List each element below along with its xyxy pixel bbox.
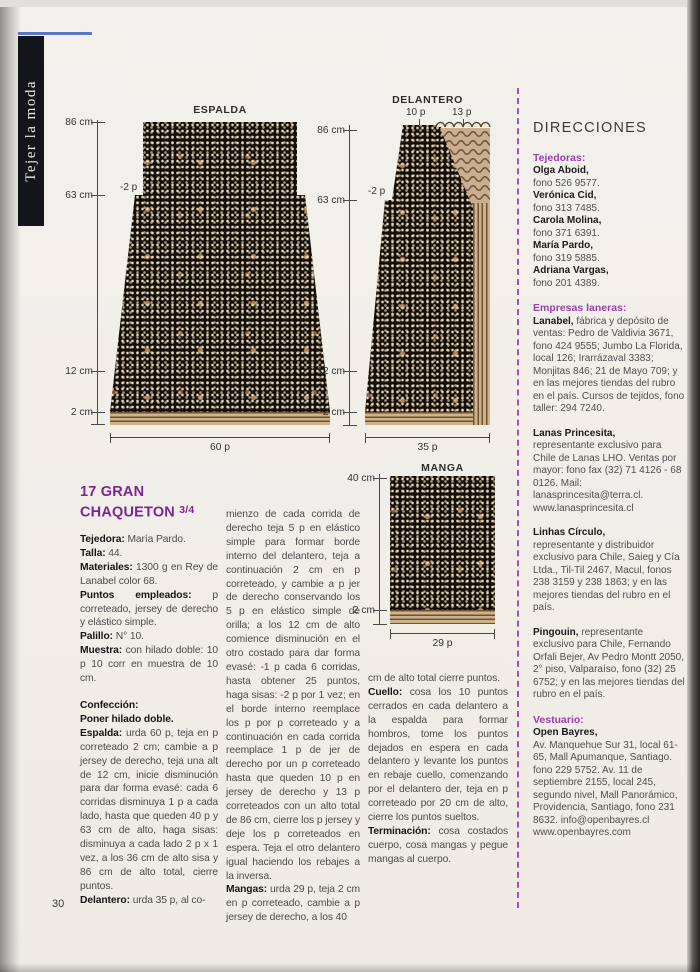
espalda-measure-axis bbox=[65, 117, 98, 425]
paragraph-text: cosa los 10 puntos cerrados en cada delantero a la espalda para formar hombros, tome los puntos dejados en espera en cada delantero y levante los puntos en rebaje cuello, comenzando por el delantero der, teja en p correteado por 20 cm de alto, cierre los puntos sueltos. bbox=[368, 686, 508, 824]
entry-phone: fono 319 5885. bbox=[533, 252, 600, 264]
paragraph bbox=[80, 547, 218, 561]
delantero-width-label: 35 p bbox=[417, 442, 438, 453]
entry-text: representante exclusivo para Chile, Fernando Orfali Bejer, Av Pedro Montt 2050, 2° piso, Valparaíso, fono (32) 25 6752; y en las mejores tiendas del rubro en el país. bbox=[533, 626, 685, 700]
tick-mark bbox=[91, 122, 105, 123]
company-entry bbox=[533, 727, 685, 840]
company-entry bbox=[533, 527, 685, 615]
company-entry bbox=[533, 627, 685, 702]
axis-tick-label: 12 cm bbox=[65, 366, 93, 378]
tick-mark bbox=[343, 130, 357, 131]
paragraph-text: urda 29 p, teja 2 cm en p correteado, cambie a p jersey de derecho, a los 40 bbox=[226, 884, 360, 924]
paragraph bbox=[226, 508, 360, 883]
blue-accent-line bbox=[18, 32, 92, 35]
company-entry bbox=[533, 428, 685, 516]
article-column-1 bbox=[80, 533, 218, 908]
section-tab bbox=[18, 36, 44, 226]
section-tab-label: Tejer la moda bbox=[22, 80, 39, 182]
axis-tick-label: 2 cm bbox=[352, 605, 375, 617]
tejedora-entry bbox=[533, 190, 685, 215]
paragraph bbox=[80, 713, 218, 727]
article-title-line2: CHAQUETON bbox=[80, 504, 175, 520]
section-header-tejedoras: Tejedoras: bbox=[533, 151, 586, 164]
delantero-stitch-label-13p: 13 p bbox=[452, 107, 472, 118]
tick-mark bbox=[91, 424, 105, 425]
axis-tick-label: 63 cm bbox=[317, 195, 345, 207]
paragraph bbox=[80, 644, 218, 686]
paragraph-label: Mangas: bbox=[226, 884, 268, 896]
tick-mark bbox=[91, 371, 105, 372]
paragraph-label: Muestra: bbox=[80, 645, 123, 657]
tick-mark bbox=[91, 412, 105, 413]
entry-phone: fono 313 7485. bbox=[533, 202, 600, 214]
tick-mark bbox=[373, 610, 387, 611]
diagram-title-manga: MANGA bbox=[421, 462, 464, 474]
tick-mark bbox=[419, 119, 420, 125]
paragraph-text: mienzo de cada corrida de derecho teja 5 p en elástico simple para formar borde interno del delantero, teja a continuación 2 cm en p correteado, y cambie a p jer de derecho conservando los 5 p en elástico simple de orilla; a los 12 cm de alto comience disminución en el otro costado para dar forma evasé: -1 p cada 6 corridas, hasta obtener 25 puntos, haga sisas: -2 p por 1 vez; en el borde interno reemplace los p por p correteado y a continuación en cada corrida reemplace 1 p de jer de derecho por un p correteado hasta que queden 10 p en jersey de derecho y 13 p correteados con un alto total de 86 cm, cierre los p jersey y deje los p correteados en espera. Teja el otro delantero igual haciendo los rebajes a la inversa. bbox=[226, 509, 360, 882]
entry-name: Open Bayres, bbox=[533, 727, 598, 738]
article-title-line1: 17 GRAN bbox=[80, 484, 145, 500]
paragraph-text: 1300 g en Rey de Lanabel color 68. bbox=[80, 561, 218, 587]
company-entry bbox=[533, 316, 685, 416]
axis-tick-label: 12 cm bbox=[317, 366, 345, 378]
paragraph bbox=[80, 699, 218, 713]
delantero-hem-rib bbox=[365, 412, 473, 425]
manga-piece bbox=[390, 476, 495, 610]
paragraph bbox=[80, 533, 218, 547]
paragraph-text: María Pardo. bbox=[127, 534, 186, 545]
axis-tick-label: 86 cm bbox=[65, 117, 93, 129]
paragraph-text: urda 60 p, teja en p correteado 2 cm; cambie a p jersey de derecho, teja una alt de 12 cm, inicie disminución para dar forma evasé: cada 6 corridas disminuya 1 p a cada lado, hasta que queden 40 p y 63 cm de alto, haga sisas: disminuya a cada lado 2 p x 1 vez, a los 36 cm de alto sisa y 86 cm de alto total, cierre puntos. bbox=[80, 727, 218, 892]
tejedora-entry bbox=[533, 165, 685, 190]
entry-name: Carola Molina, bbox=[533, 215, 602, 226]
entry-text: Av. Manquehue Sur 31, local 61-65, Mall Apumanque, Santiago. fono 229 5752. Av. 11 de septiembre 2155, local 245, segundo nivel, Mall Panorámico, Providencia, Santiago, fono 231 8632. info@openbayres.cl www.openbayres.com bbox=[533, 739, 678, 838]
tick-mark bbox=[373, 478, 387, 479]
scan-edge-left bbox=[0, 0, 20, 972]
paragraph bbox=[80, 727, 218, 894]
paragraph-label: Espalda: bbox=[80, 727, 123, 739]
entry-name: Olga Aboid, bbox=[533, 165, 589, 176]
entry-name: Lanas Princesita, bbox=[533, 427, 616, 439]
page-number: 30 bbox=[52, 898, 65, 910]
diagram-title-delantero: DELANTERO bbox=[392, 94, 463, 106]
paragraph-label: Terminación: bbox=[368, 825, 431, 837]
entry-name: Lanabel, bbox=[533, 315, 574, 327]
manga-hem-rib bbox=[390, 610, 495, 624]
axis-tick-label: 2 cm bbox=[70, 407, 93, 419]
scan-edge-right bbox=[687, 0, 700, 972]
paragraph bbox=[368, 672, 508, 686]
diagram-title-espalda: ESPALDA bbox=[193, 104, 247, 116]
espalda-piece bbox=[110, 122, 330, 412]
paragraph-label: Confección: bbox=[80, 699, 139, 711]
paragraph bbox=[80, 894, 218, 908]
paragraph-label: Talla: bbox=[80, 547, 106, 559]
entry-text: fábrica y depósito de ventas: Pedro de Valdivia 3671, fono 424 9555; Jumbo La Florida, local 126; Irarrázaval 3383; Monjitas 846; 21 de Mayo 709; y en las mejores tiendas del rubro en el país. Cursos de tejidos, fono taller: 294 7240. bbox=[533, 315, 685, 414]
tejedora-entry bbox=[533, 265, 685, 290]
paragraph-label: Puntos empleados: bbox=[80, 589, 192, 601]
paragraph-label: Poner hilado doble. bbox=[80, 713, 174, 725]
tick-mark bbox=[343, 412, 357, 413]
paragraph bbox=[80, 589, 218, 631]
tick-mark bbox=[373, 624, 387, 625]
tick-mark bbox=[343, 425, 357, 426]
section-header-empresas: Empresas laneras: bbox=[533, 302, 627, 314]
espalda-width-label: 60 p bbox=[209, 442, 231, 453]
entry-text: representante exclusivo para Chile de Lanas LHO. Ventas por mayor: fono fax (32) 71 4126 - 68 0126. Mail: lanasprincesita@terra.cl. www.lanasprincesita.cl bbox=[533, 440, 682, 514]
tejedoras-list bbox=[533, 165, 685, 290]
manga-measure-axis bbox=[347, 473, 380, 624]
entry-name: Adriana Vargas, bbox=[533, 265, 609, 276]
scan-edge-bottom bbox=[0, 963, 700, 972]
entry-name: Linhas Círculo, bbox=[533, 527, 606, 538]
paragraph-label: Materiales: bbox=[80, 561, 133, 573]
paragraph bbox=[80, 630, 218, 644]
paragraph-label: Tejedora: bbox=[80, 534, 125, 545]
paragraph-text: p correteado, jersey de derecho y elástico simple. bbox=[80, 589, 218, 629]
delantero-decrease-label: -2 p bbox=[368, 186, 386, 197]
article-column-3 bbox=[368, 672, 508, 867]
tick-mark bbox=[91, 195, 105, 196]
manga-width-label: 29 p bbox=[432, 638, 453, 649]
delantero-width-arrow bbox=[365, 437, 490, 453]
paragraph-label: Palillo: bbox=[80, 631, 113, 643]
axis-tick-label: 86 cm bbox=[317, 125, 345, 137]
entry-text: representante y distribuidor exclusivo para Chile, Saieg y Cía Ltda., Til-Til 2467, Macul, fonos 238 3159 y 238 1863; y en las mejores tiendas del rubro en el país. bbox=[533, 539, 680, 613]
paragraph-text: N° 10. bbox=[115, 631, 144, 643]
front-band-rib bbox=[473, 203, 490, 425]
paragraph-text: cosa costados cuerpo, cosa mangas y pegue mangas al cuerpo. bbox=[368, 825, 508, 865]
paragraph-text: cm de alto total cierre puntos. bbox=[368, 673, 500, 684]
delantero-stitch-label-10p: 10 p bbox=[406, 107, 426, 118]
tejedora-entry bbox=[533, 240, 685, 265]
axis-tick-label: 63 cm bbox=[65, 190, 93, 202]
paragraph bbox=[368, 686, 508, 825]
entry-phone: fono 526 9577. bbox=[533, 177, 600, 189]
manga-width-arrow bbox=[390, 633, 495, 649]
paragraph-text: urda 35 p, al co- bbox=[132, 894, 206, 906]
directory-column bbox=[533, 122, 685, 852]
section-header-vestuario: Vestuario: bbox=[533, 713, 584, 726]
scan-edge-top bbox=[0, 0, 700, 7]
entry-name: María Pardo, bbox=[533, 240, 594, 251]
collar-scallop-edge bbox=[435, 112, 491, 128]
tick-mark bbox=[343, 371, 357, 372]
paragraph-label: Delantero: bbox=[80, 894, 130, 906]
paragraph-text: 44. bbox=[108, 547, 123, 559]
paragraph bbox=[80, 561, 218, 589]
axis-tick-label: 40 cm bbox=[347, 473, 375, 485]
directory-heading: DIRECCIONES bbox=[533, 120, 647, 136]
delantero-measure-axis bbox=[317, 125, 350, 425]
tick-mark bbox=[343, 200, 357, 201]
article-title-fraction: 3/4 bbox=[179, 503, 195, 516]
espalda-decrease-label: -2 p bbox=[120, 182, 138, 193]
paragraph-text: con hilado doble: 10 p 10 corr en muestra de 10 cm. bbox=[80, 645, 218, 685]
article-title bbox=[80, 484, 240, 522]
tejedora-entry bbox=[533, 215, 685, 240]
espalda-width-arrow bbox=[110, 437, 330, 453]
entry-phone: fono 371 6391. bbox=[533, 227, 600, 239]
dashed-divider bbox=[517, 88, 519, 908]
paragraph-label: Cuello: bbox=[368, 686, 403, 698]
article-column-2 bbox=[226, 508, 360, 925]
entry-phone: fono 201 4389. bbox=[533, 277, 600, 289]
entry-name: Pingouin, bbox=[533, 626, 579, 638]
paragraph bbox=[226, 883, 360, 925]
paragraph bbox=[368, 825, 508, 867]
espalda-hem-rib bbox=[110, 412, 330, 425]
entry-name: Verónica Cid, bbox=[533, 190, 597, 201]
axis-tick-label: 2 cm bbox=[322, 407, 345, 419]
